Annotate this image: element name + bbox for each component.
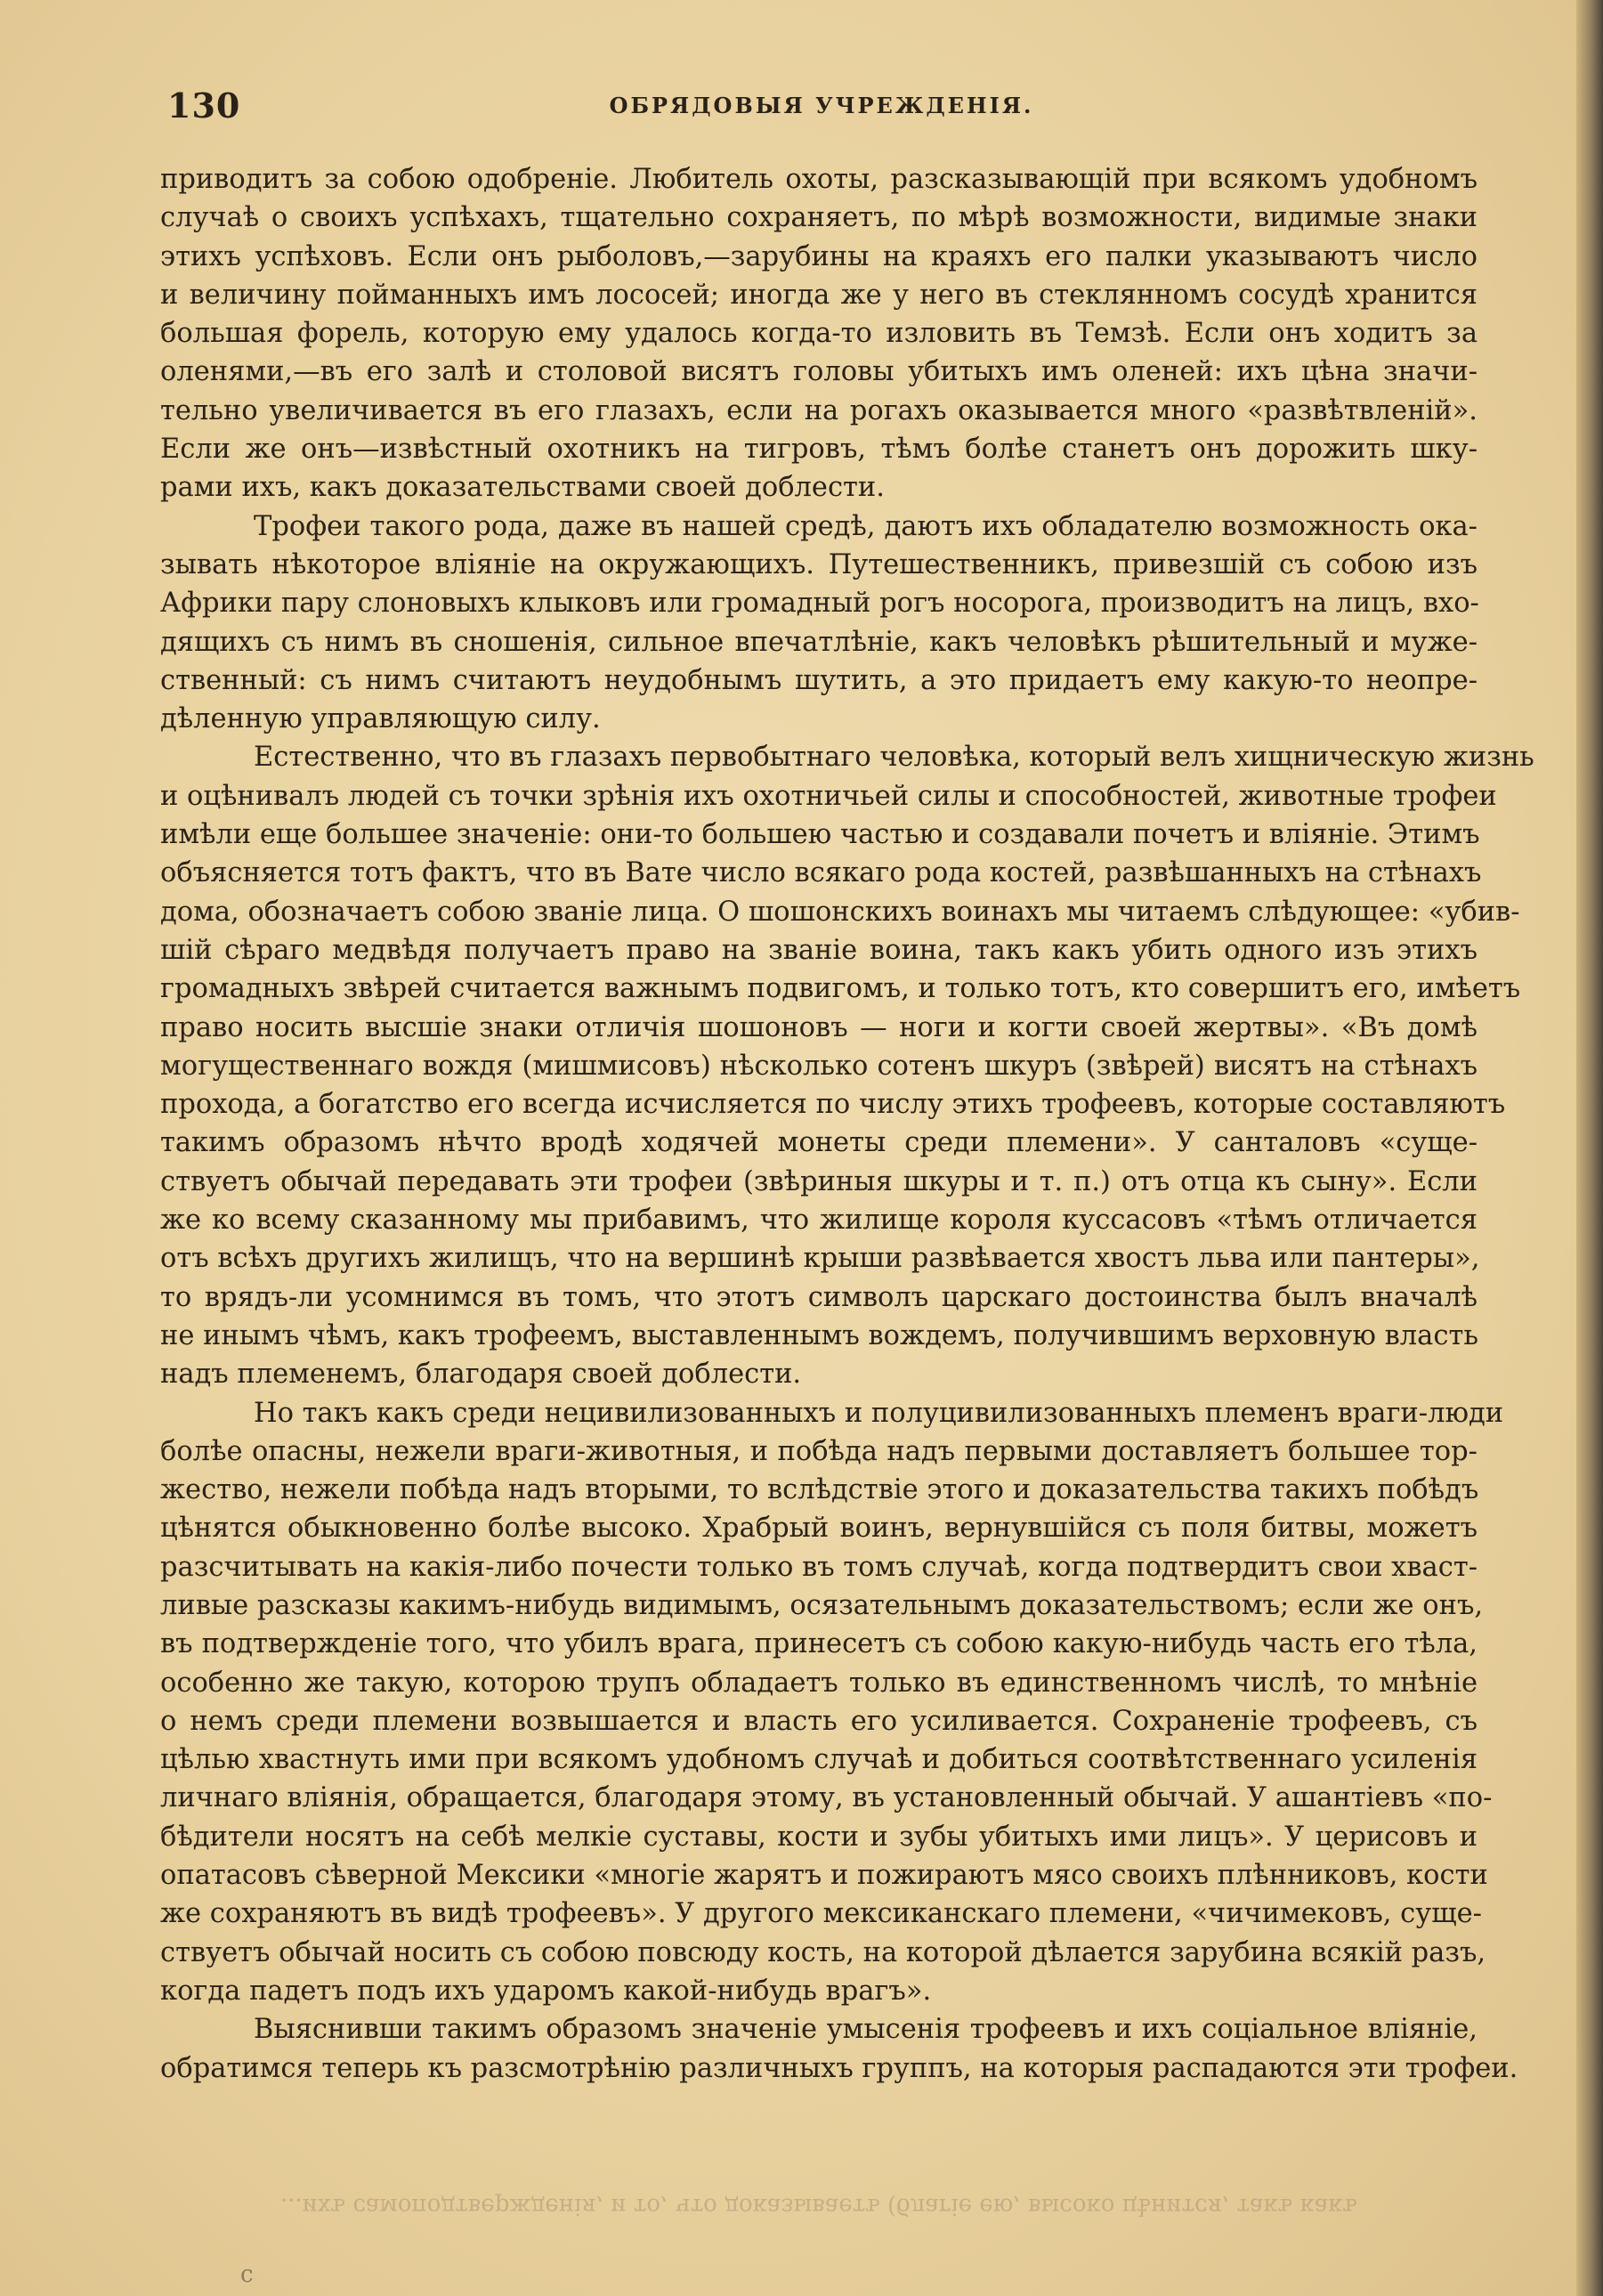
text-line: зывать нѣкоторое вліяніе на окружающихъ. Путешественникъ, привезшій съ собою изъ — [160, 548, 1478, 580]
footer-mark: с — [240, 2261, 254, 2288]
text-line: жество, нежели побѣда надъ вторыми, то вслѣдствіе этого и доказательства такихъ побѣдъ — [160, 1474, 1479, 1506]
text-line: случаѣ о своихъ успѣхахъ, тщательно сохраняетъ, по мѣрѣ возможности, видимые знаки — [160, 202, 1478, 234]
text-line: оленями,—въ его залѣ и столовой висятъ головы убитыхъ имъ оленей: ихъ цѣна значи- — [160, 356, 1478, 388]
text-line: могущественнаго вождя (мишмисовъ) нѣсколько сотенъ шкуръ (звѣрей) висятъ на стѣнахъ — [160, 1050, 1478, 1082]
text-line: не инымъ чѣмъ, какъ трофеемъ, выставленнымъ вождемъ, получившимъ верховную власть — [160, 1319, 1478, 1351]
text-line: надъ племенемъ, благодаря своей доблести. — [160, 1359, 802, 1391]
text-line: опатасовъ сѣверной Мексики «многіе жарятъ и пожираютъ мясо своихъ плѣнниковъ, кости — [160, 1860, 1488, 1892]
text-line: дѣленную управляющую силу. — [160, 703, 601, 735]
text-line: Африки пару слоновыхъ клыковъ или громадный рогъ носорога, производитъ на лицъ, вхо- — [160, 588, 1479, 620]
page-number: 130 — [167, 85, 241, 126]
text-line: болѣе опасны, нежели враги-животныя, и побѣда надъ первыми доставляетъ большее тор- — [160, 1435, 1478, 1467]
text-line: ствуетъ обычай передавать эти трофеи (звѣриныя шкуры и т. п.) отъ отца къ сыну». Если — [160, 1165, 1478, 1197]
text-line: Но такъ какъ среди нецивилизованныхъ и полуцивилизованныхъ племенъ враги-люди — [254, 1397, 1504, 1429]
text-line: ствуетъ обычай носить съ собою повсюду кость, на которой дѣлается зарубина всякій разъ, — [160, 1936, 1486, 1968]
text-line: объясняется тотъ фактъ, что въ Вате число всякаго рода костей, развѣшанныхъ на стѣнахъ — [160, 857, 1482, 889]
text-line: же ко всему сказанному мы прибавимъ, что жилище короля куссасовъ «тѣмъ отличается — [160, 1205, 1478, 1237]
body-text — [160, 160, 1534, 2088]
text-line: Выяснивши такимъ образомъ значеніе умысенія трофеевъ и ихъ соціальное вліяніе, — [254, 2014, 1478, 2046]
text-line: отъ всѣхъ другихъ жилищъ, что на вершинѣ крыши развѣвается хвостъ льва или пантеры», — [160, 1243, 1480, 1275]
text-line: этихъ успѣховъ. Если онъ рыболовъ,—зарубины на краяхъ его палки указываютъ число — [160, 240, 1478, 272]
text-line: громадныхъ звѣрей считается важнымъ подвигомъ, и только тотъ, кто совершитъ его, имѣетъ — [160, 973, 1521, 1005]
text-line: бѣдители носятъ на себѣ мелкіе суставы, кости и зубы убитыхъ ими лицъ». У церисовъ и — [160, 1821, 1478, 1853]
text-line: обратимся теперь къ разсмотрѣнію различныхъ группъ, на которыя распадаются эти трофеи. — [160, 2052, 1518, 2084]
text-line: ственный: съ нимъ считаютъ неудобнымъ шутить, а это придаетъ ему какую-то неопре- — [160, 664, 1478, 696]
text-line: ливые разсказы какимъ-нибудь видимымъ, осязательнымъ доказательствомъ; если же онъ, — [160, 1589, 1484, 1621]
text-line: цѣнятся обыкновенно болѣе высоко. Храбрый воинъ, вернувшійся съ поля битвы, можетъ — [160, 1513, 1478, 1545]
text-line: то врядъ-ли усомнимся въ томъ, что этотъ символъ царскаго достоинства былъ вначалѣ — [160, 1281, 1478, 1313]
text-line: Если же онъ—извѣстный охотникъ на тигровъ, тѣмъ болѣе станетъ онъ дорожить шку- — [160, 434, 1478, 466]
bleed-through-text: ...ихъ самоподтвержденія, и то, что доказываетъ (благіе ею, высоко цѣнится, такъ какъ — [279, 2193, 1358, 2219]
text-line: прохода, а богатство его всегда исчисляется по числу этихъ трофеевъ, которые составляютъ — [160, 1089, 1506, 1121]
text-line: и оцѣнивалъ людей съ точки зрѣнія ихъ охотничьей силы и способностей, животные трофеи — [160, 780, 1497, 812]
text-line: Трофеи такого рода, даже въ нашей средѣ, даютъ ихъ обладателю возможность ока- — [254, 510, 1478, 542]
text-line: и величину пойманныхъ имъ лососей; иногда же у него въ стеклянномъ сосудѣ хранится — [160, 279, 1478, 311]
text-line: цѣлью хвастнуть ими при всякомъ удобномъ случаѣ и добиться соотвѣтственнаго усиленія — [160, 1744, 1478, 1776]
text-line: приводитъ за собою одобреніе. Любитель охоты, разсказывающій при всякомъ удобномъ — [160, 164, 1478, 195]
text-line: право носить высшіе знаки отличія шошоновъ — ноги и когти своей жертвы». «Въ домѣ — [160, 1011, 1478, 1043]
text-line: дящихъ съ нимъ въ сношенія, сильное впечатлѣніе, какъ человѣкъ рѣшительный и муже- — [160, 626, 1478, 658]
text-line: разсчитывать на какія-либо почести только въ томъ случаѣ, когда подтвердитъ свои хваст- — [160, 1551, 1478, 1583]
text-line: шій сѣраго медвѣдя получаетъ право на званіе воина, такъ какъ убить одного изъ этихъ — [160, 934, 1478, 966]
text-line: тельно увеличивается въ его глазахъ, если на рогахъ оказывается много «развѣтвленій». — [160, 394, 1478, 426]
text-line: большая форель, которую ему удалось когда-то изловить въ Темзѣ. Если онъ ходитъ за — [160, 318, 1478, 350]
book-edge — [1576, 0, 1603, 2296]
text-line: въ подтвержденіе того, что убилъ врага, принесетъ съ собою какую-нибудь часть его тѣла, — [160, 1628, 1478, 1660]
text-line: такимъ образомъ нѣчто вродѣ ходячей монеты среди племени». У санталовъ «суще- — [160, 1127, 1478, 1159]
text-line: когда падетъ подъ ихъ ударомъ какой-нибудь врагъ». — [160, 1975, 932, 2007]
text-line: особенно же такую, которою трупъ обладаетъ только въ единственномъ числѣ, то мнѣніе — [160, 1667, 1478, 1699]
text-line: имѣли еще большее значеніе: они-то большею частью и создавали почетъ и вліяніе. Этимъ — [160, 819, 1480, 851]
text-line: о немъ среди племени возвышается и власть его усиливается. Сохраненіе трофеевъ, съ — [160, 1705, 1478, 1737]
text-line: Естественно, что въ глазахъ первобытнаго человѣка, который велъ хищническую жизнь — [254, 742, 1534, 774]
text-line: же сохраняютъ въ видѣ трофеевъ». У другого мексиканскаго племени, «чичимековъ, суще- — [160, 1898, 1482, 1930]
text-line: личнаго вліянія, обращается, благодаря этому, въ установленный обычай. У ашантіевъ «по- — [160, 1782, 1493, 1814]
page-header — [167, 85, 1476, 130]
running-title: ОБРЯДОВЫЯ УЧРЕЖДЕНІЯ. — [609, 93, 1034, 118]
text-line: дома, обозначаетъ собою званіе лица. О шошонскихъ воинахъ мы читаемъ слѣдующее: «убив- — [160, 896, 1520, 928]
text-line: рами ихъ, какъ доказательствами своей доблести. — [160, 472, 885, 504]
